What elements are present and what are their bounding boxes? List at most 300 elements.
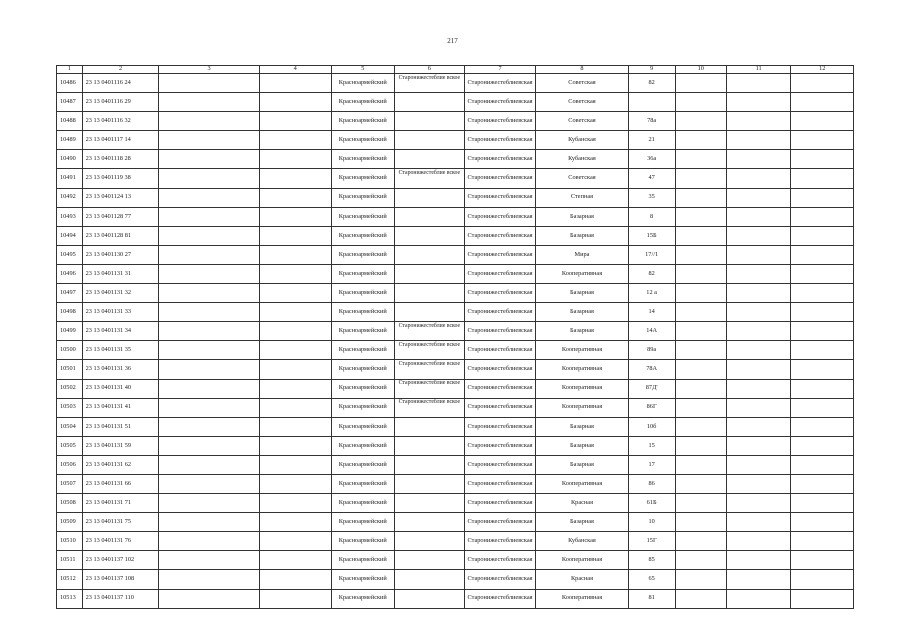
register-table (56, 65, 854, 609)
house-number-cell: 21 (628, 131, 675, 150)
table-row (57, 226, 854, 245)
locality-cell: Старонижестеблиевская (464, 74, 536, 93)
district-cell: Красноармейский (331, 150, 395, 169)
col-4-cell (259, 207, 331, 226)
col-10-cell (675, 341, 726, 360)
col-3-cell (159, 93, 259, 112)
district-cell: Красноармейский (331, 589, 395, 608)
cadastral-number-cell: 23 13 0401131 71 (82, 494, 159, 513)
col-12-cell (791, 379, 854, 398)
col-10-cell (675, 150, 726, 169)
col-12-cell (791, 474, 854, 493)
column-header: 11 (726, 66, 791, 74)
house-number-cell: 8 (628, 207, 675, 226)
col-12-cell (791, 264, 854, 283)
table-row (57, 494, 854, 513)
cadastral-number-cell: 23 13 0401124 13 (82, 188, 159, 207)
locality-cell: Старонижестеблиевская (464, 112, 536, 131)
col-11-cell (726, 570, 791, 589)
settlement-cell (395, 264, 465, 283)
district-cell: Красноармейский (331, 474, 395, 493)
street-cell: Советская (536, 93, 628, 112)
cadastral-number-cell: 23 13 0401131 40 (82, 379, 159, 398)
col-11-cell (726, 74, 791, 93)
street-cell: Советская (536, 74, 628, 93)
cadastral-number-cell: 23 13 0401131 62 (82, 455, 159, 474)
col-11-cell (726, 207, 791, 226)
locality-cell: Старонижестеблиевская (464, 589, 536, 608)
settlement-cell (395, 207, 465, 226)
locality-cell: Старонижестеблиевская (464, 264, 536, 283)
col-11-cell (726, 93, 791, 112)
locality-cell: Старонижестеблиевская (464, 322, 536, 341)
house-number-cell: 17//1 (628, 245, 675, 264)
col-4-cell (259, 303, 331, 322)
house-number-cell: 15 (628, 436, 675, 455)
col-10-cell (675, 436, 726, 455)
col-4-cell (259, 245, 331, 264)
street-cell: Базарная (536, 284, 628, 303)
locality-cell: Старонижестеблиевская (464, 360, 536, 379)
locality-cell: Старонижестеблиевская (464, 474, 536, 493)
street-cell: Советская (536, 112, 628, 131)
cadastral-number-cell: 23 13 0401131 35 (82, 341, 159, 360)
table-row (57, 513, 854, 532)
header-row (57, 66, 854, 74)
col-4-cell (259, 417, 331, 436)
district-cell: Красноармейский (331, 322, 395, 341)
district-cell: Красноармейский (331, 74, 395, 93)
street-cell: Кооперативная (536, 398, 628, 417)
street-cell: Кооперативная (536, 551, 628, 570)
settlement-cell (395, 93, 465, 112)
settlement-cell: Старонижестеблие вское (395, 379, 465, 398)
district-cell: Красноармейский (331, 188, 395, 207)
settlement-cell (395, 417, 465, 436)
col-10-cell (675, 188, 726, 207)
table-row (57, 93, 854, 112)
district-cell: Красноармейский (331, 455, 395, 474)
col-3-cell (159, 245, 259, 264)
col-12-cell (791, 494, 854, 513)
street-cell: Базарная (536, 417, 628, 436)
col-11-cell (726, 513, 791, 532)
column-header: 6 (395, 66, 465, 74)
col-10-cell (675, 112, 726, 131)
street-cell: Кубанская (536, 150, 628, 169)
settlement-cell: Старонижестеблие вское (395, 398, 465, 417)
settlement-cell (395, 188, 465, 207)
house-number-cell (628, 93, 675, 112)
record-number-cell: 10500 (57, 341, 83, 360)
table-row (57, 131, 854, 150)
locality-cell: Старонижестеблиевская (464, 188, 536, 207)
col-10-cell (675, 169, 726, 188)
district-cell: Красноармейский (331, 207, 395, 226)
house-number-cell: 78а (628, 112, 675, 131)
settlement-cell (395, 551, 465, 570)
col-3-cell (159, 379, 259, 398)
col-4-cell (259, 264, 331, 283)
record-number-cell: 10502 (57, 379, 83, 398)
cadastral-number-cell: 23 13 0401131 31 (82, 264, 159, 283)
street-cell: Кооперативная (536, 379, 628, 398)
record-number-cell: 10504 (57, 417, 83, 436)
record-number-cell: 10510 (57, 532, 83, 551)
house-number-cell: 81 (628, 589, 675, 608)
record-number-cell: 10498 (57, 303, 83, 322)
col-10-cell (675, 589, 726, 608)
district-cell: Красноармейский (331, 570, 395, 589)
col-3-cell (159, 284, 259, 303)
table-row (57, 551, 854, 570)
street-cell: Базарная (536, 436, 628, 455)
column-header: 3 (159, 66, 259, 74)
street-cell: Кубанская (536, 131, 628, 150)
col-10-cell (675, 551, 726, 570)
col-4-cell (259, 513, 331, 532)
district-cell: Красноармейский (331, 436, 395, 455)
record-number-cell: 10505 (57, 436, 83, 455)
street-cell: Кооперативная (536, 360, 628, 379)
street-cell: Кооперативная (536, 341, 628, 360)
col-3-cell (159, 264, 259, 283)
settlement-cell (395, 284, 465, 303)
cadastral-number-cell: 23 13 0401131 75 (82, 513, 159, 532)
house-number-cell: 17 (628, 455, 675, 474)
col-3-cell (159, 131, 259, 150)
table-row (57, 398, 854, 417)
locality-cell: Старонижестеблиевская (464, 513, 536, 532)
table-row (57, 417, 854, 436)
col-10-cell (675, 455, 726, 474)
col-12-cell (791, 341, 854, 360)
locality-cell: Старонижестеблиевская (464, 379, 536, 398)
cadastral-number-cell: 23 13 0401118 28 (82, 150, 159, 169)
house-number-cell: 10 (628, 513, 675, 532)
col-12-cell (791, 131, 854, 150)
cadastral-number-cell: 23 13 0401131 51 (82, 417, 159, 436)
street-cell: Кооперативная (536, 264, 628, 283)
district-cell: Красноармейский (331, 93, 395, 112)
record-number-cell: 10494 (57, 226, 83, 245)
col-12-cell (791, 303, 854, 322)
table-row (57, 322, 854, 341)
locality-cell: Старонижестеблиевская (464, 226, 536, 245)
col-11-cell (726, 436, 791, 455)
col-11-cell (726, 474, 791, 493)
col-11-cell (726, 169, 791, 188)
col-11-cell (726, 379, 791, 398)
table-row (57, 207, 854, 226)
settlement-cell: Старонижестеблие вское (395, 74, 465, 93)
settlement-cell (395, 494, 465, 513)
locality-cell: Старонижестеблиевская (464, 494, 536, 513)
district-cell: Красноармейский (331, 169, 395, 188)
table-row (57, 379, 854, 398)
settlement-cell (395, 589, 465, 608)
cadastral-number-cell: 23 13 0401128 77 (82, 207, 159, 226)
cadastral-number-cell: 23 13 0401131 76 (82, 532, 159, 551)
col-10-cell (675, 398, 726, 417)
record-number-cell: 10497 (57, 284, 83, 303)
district-cell: Красноармейский (331, 226, 395, 245)
settlement-cell (395, 303, 465, 322)
street-cell: Базарная (536, 303, 628, 322)
street-cell: Базарная (536, 513, 628, 532)
record-number-cell: 10495 (57, 245, 83, 264)
col-4-cell (259, 322, 331, 341)
col-11-cell (726, 112, 791, 131)
col-4-cell (259, 341, 331, 360)
table-row (57, 264, 854, 283)
cadastral-number-cell: 23 13 0401131 36 (82, 360, 159, 379)
col-4-cell (259, 131, 331, 150)
record-number-cell: 10512 (57, 570, 83, 589)
house-number-cell: 65 (628, 570, 675, 589)
col-11-cell (726, 303, 791, 322)
locality-cell: Старонижестеблиевская (464, 532, 536, 551)
table-body (57, 74, 854, 609)
col-12-cell (791, 570, 854, 589)
settlement-cell (395, 474, 465, 493)
col-4-cell (259, 169, 331, 188)
table-row (57, 284, 854, 303)
record-number-cell: 10489 (57, 131, 83, 150)
column-header: 9 (628, 66, 675, 74)
district-cell: Красноармейский (331, 131, 395, 150)
locality-cell: Старонижестеблиевская (464, 303, 536, 322)
col-12-cell (791, 513, 854, 532)
house-number-cell: 89а (628, 341, 675, 360)
street-cell: Базарная (536, 226, 628, 245)
record-number-cell: 10496 (57, 264, 83, 283)
col-12-cell (791, 112, 854, 131)
table-row (57, 74, 854, 93)
district-cell: Красноармейский (331, 417, 395, 436)
col-4-cell (259, 474, 331, 493)
col-11-cell (726, 131, 791, 150)
locality-cell: Старонижестеблиевская (464, 417, 536, 436)
col-11-cell (726, 341, 791, 360)
cadastral-number-cell: 23 13 0401131 32 (82, 284, 159, 303)
table-row (57, 436, 854, 455)
record-number-cell: 10491 (57, 169, 83, 188)
cadastral-number-cell: 23 13 0401116 24 (82, 74, 159, 93)
col-10-cell (675, 513, 726, 532)
col-12-cell (791, 532, 854, 551)
street-cell: Мира (536, 245, 628, 264)
col-3-cell (159, 169, 259, 188)
table-row (57, 360, 854, 379)
locality-cell: Старонижестеблиевская (464, 93, 536, 112)
col-4-cell (259, 436, 331, 455)
col-12-cell (791, 207, 854, 226)
cadastral-number-cell: 23 13 0401130 27 (82, 245, 159, 264)
locality-cell: Старонижестеблиевская (464, 341, 536, 360)
col-4-cell (259, 226, 331, 245)
col-4-cell (259, 494, 331, 513)
district-cell: Красноармейский (331, 551, 395, 570)
col-10-cell (675, 570, 726, 589)
col-10-cell (675, 284, 726, 303)
locality-cell: Старонижестеблиевская (464, 131, 536, 150)
house-number-cell: 82 (628, 74, 675, 93)
col-12-cell (791, 398, 854, 417)
col-10-cell (675, 226, 726, 245)
house-number-cell: 47 (628, 169, 675, 188)
district-cell: Красноармейский (331, 513, 395, 532)
col-12-cell (791, 455, 854, 474)
col-12-cell (791, 93, 854, 112)
col-10-cell (675, 322, 726, 341)
col-3-cell (159, 360, 259, 379)
locality-cell: Старонижестеблиевская (464, 169, 536, 188)
col-11-cell (726, 589, 791, 608)
locality-cell: Старонижестеблиевская (464, 455, 536, 474)
cadastral-number-cell: 23 13 0401116 29 (82, 93, 159, 112)
col-4-cell (259, 74, 331, 93)
col-4-cell (259, 150, 331, 169)
district-cell: Красноармейский (331, 245, 395, 264)
col-4-cell (259, 188, 331, 207)
col-12-cell (791, 150, 854, 169)
col-11-cell (726, 455, 791, 474)
col-3-cell (159, 74, 259, 93)
col-12-cell (791, 551, 854, 570)
house-number-cell: 61Б (628, 494, 675, 513)
col-10-cell (675, 207, 726, 226)
col-4-cell (259, 589, 331, 608)
settlement-cell (395, 131, 465, 150)
table-row (57, 112, 854, 131)
col-12-cell (791, 322, 854, 341)
district-cell: Красноармейский (331, 264, 395, 283)
col-12-cell (791, 245, 854, 264)
table-row (57, 589, 854, 608)
house-number-cell: 78А (628, 360, 675, 379)
col-4-cell (259, 284, 331, 303)
col-11-cell (726, 188, 791, 207)
col-4-cell (259, 398, 331, 417)
col-12-cell (791, 417, 854, 436)
house-number-cell: 86Г (628, 398, 675, 417)
locality-cell: Старонижестеблиевская (464, 570, 536, 589)
col-3-cell (159, 455, 259, 474)
cadastral-number-cell: 23 13 0401131 34 (82, 322, 159, 341)
col-3-cell (159, 188, 259, 207)
district-cell: Красноармейский (331, 341, 395, 360)
settlement-cell (395, 112, 465, 131)
col-4-cell (259, 360, 331, 379)
col-12-cell (791, 169, 854, 188)
street-cell: Советская (536, 169, 628, 188)
settlement-cell (395, 150, 465, 169)
settlement-cell (395, 226, 465, 245)
house-number-cell: 14 (628, 303, 675, 322)
settlement-cell: Старонижестеблие вское (395, 169, 465, 188)
locality-cell: Старонижестеблиевская (464, 284, 536, 303)
record-number-cell: 10501 (57, 360, 83, 379)
col-4-cell (259, 570, 331, 589)
district-cell: Красноармейский (331, 379, 395, 398)
record-number-cell: 10503 (57, 398, 83, 417)
settlement-cell (395, 570, 465, 589)
col-11-cell (726, 360, 791, 379)
table-row (57, 455, 854, 474)
col-11-cell (726, 551, 791, 570)
table-row (57, 532, 854, 551)
col-10-cell (675, 303, 726, 322)
column-header: 4 (259, 66, 331, 74)
col-10-cell (675, 93, 726, 112)
record-number-cell: 10492 (57, 188, 83, 207)
col-12-cell (791, 436, 854, 455)
settlement-cell (395, 532, 465, 551)
col-3-cell (159, 112, 259, 131)
house-number-cell: 15Г (628, 532, 675, 551)
col-3-cell (159, 226, 259, 245)
settlement-cell: Старонижестеблие вское (395, 341, 465, 360)
cadastral-number-cell: 23 13 0401131 59 (82, 436, 159, 455)
col-3-cell (159, 341, 259, 360)
record-number-cell: 10508 (57, 494, 83, 513)
col-11-cell (726, 226, 791, 245)
record-number-cell: 10506 (57, 455, 83, 474)
record-number-cell: 10513 (57, 589, 83, 608)
table-row (57, 474, 854, 493)
col-3-cell (159, 513, 259, 532)
record-number-cell: 10493 (57, 207, 83, 226)
col-10-cell (675, 417, 726, 436)
col-3-cell (159, 570, 259, 589)
col-4-cell (259, 93, 331, 112)
table-row (57, 169, 854, 188)
house-number-cell: 87Д' (628, 379, 675, 398)
settlement-cell (395, 513, 465, 532)
cadastral-number-cell: 23 13 0401131 41 (82, 398, 159, 417)
col-10-cell (675, 264, 726, 283)
col-10-cell (675, 360, 726, 379)
street-cell: Базарная (536, 207, 628, 226)
col-3-cell (159, 436, 259, 455)
district-cell: Красноармейский (331, 494, 395, 513)
col-11-cell (726, 322, 791, 341)
district-cell: Красноармейский (331, 398, 395, 417)
col-10-cell (675, 532, 726, 551)
table-row (57, 245, 854, 264)
house-number-cell: 12 а (628, 284, 675, 303)
record-number-cell: 10511 (57, 551, 83, 570)
settlement-cell (395, 245, 465, 264)
table-row (57, 570, 854, 589)
house-number-cell: 15Б (628, 226, 675, 245)
settlement-cell (395, 455, 465, 474)
column-header: 7 (464, 66, 536, 74)
col-3-cell (159, 398, 259, 417)
col-11-cell (726, 245, 791, 264)
col-3-cell (159, 494, 259, 513)
column-header: 8 (536, 66, 628, 74)
column-header: 10 (675, 66, 726, 74)
col-4-cell (259, 551, 331, 570)
cadastral-number-cell: 23 13 0401117 14 (82, 131, 159, 150)
locality-cell: Старонижестеблиевская (464, 245, 536, 264)
street-cell: Базарная (536, 455, 628, 474)
record-number-cell: 10509 (57, 513, 83, 532)
street-cell: Кооперативная (536, 474, 628, 493)
street-cell: Кооперативная (536, 589, 628, 608)
